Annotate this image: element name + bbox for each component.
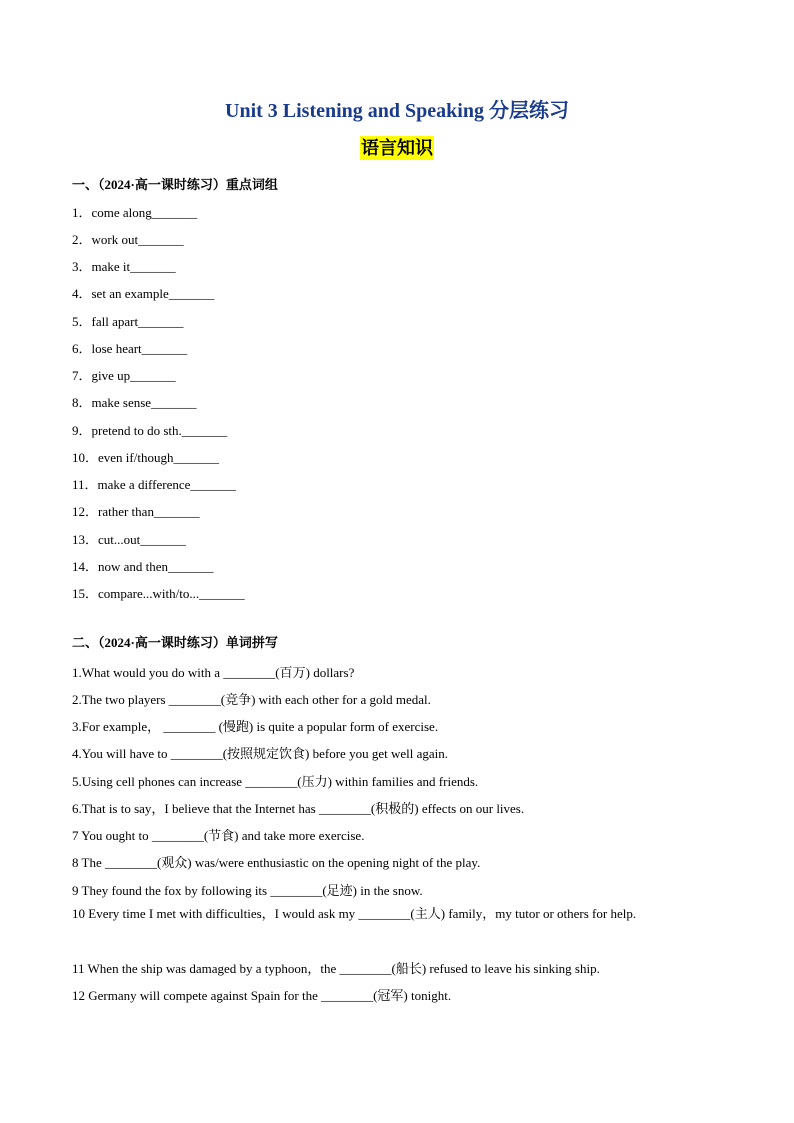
phrase-item: 9．pretend to do sth._______ xyxy=(72,423,228,438)
phrase-item: 4．set an example_______ xyxy=(72,286,215,301)
phrase-item: 6．lose heart_______ xyxy=(72,341,188,356)
spelling-item: 9 They found the fox by following its ________(足迹) in the snow. xyxy=(72,883,423,898)
page-title: Unit 3 Listening and Speaking 分层练习 xyxy=(225,100,569,122)
spelling-item: 2.The two players ________(竞争) with each other for a gold medal. xyxy=(72,692,431,707)
phrase-item: 14．now and then_______ xyxy=(72,559,214,574)
phrase-item: 8．make sense_______ xyxy=(72,395,197,410)
page-subtitle: 语言知识 xyxy=(361,138,433,158)
spelling-item: 1.What would you do with a ________(百万) dollars? xyxy=(72,665,355,680)
phrase-item: 10．even if/though_______ xyxy=(72,450,219,465)
spelling-item: 8 The ________(观众) was/were enthusiastic on the opening night of the play. xyxy=(72,855,481,870)
spelling-item: 11 When the ship was damaged by a typhoon，the ________(船长) refused to leave his sinking ship. xyxy=(72,961,600,976)
spelling-item: 6.That is to say，I believe that the Internet has ________(积极的) effects on our lives. xyxy=(72,801,525,816)
phrase-item: 1．come along_______ xyxy=(72,205,198,220)
phrase-item: 7．give up_______ xyxy=(72,368,176,383)
spelling-item: 7 You ought to ________(节食) and take more exercise. xyxy=(72,828,365,843)
spelling-item: 12 Germany will compete against Spain for the ________(冠军) tonight. xyxy=(72,988,452,1003)
spelling-item: 5.Using cell phones can increase ________(压力) within families and friends. xyxy=(72,774,479,789)
spelling-item: 4.You will have to ________(按照规定饮食) before you get well again. xyxy=(72,746,448,761)
phrase-item: 3．make it_______ xyxy=(72,259,176,274)
phrase-item: 5．fall apart_______ xyxy=(72,314,184,329)
phrase-item: 13．cut...out_______ xyxy=(72,532,186,547)
phrase-item: 2．work out_______ xyxy=(72,232,184,247)
subtitle-container xyxy=(0,136,794,160)
phrase-item: 12．rather than_______ xyxy=(72,504,200,519)
section-2-heading: 二、（2024·高一课时练习）单词拼写 xyxy=(72,635,278,650)
spelling-item: 10 Every time I met with difficulties，I would ask my ________(主人) family，my tutor or others for help. xyxy=(72,906,637,921)
section-1-heading: 一、（2024·高一课时练习）重点词组 xyxy=(72,177,278,192)
phrase-item: 11．make a difference_______ xyxy=(72,477,236,492)
phrase-item: 15．compare...with/to..._______ xyxy=(72,586,245,601)
spelling-item: 3.For example， ________ (慢跑) is quite a popular form of exercise. xyxy=(72,719,439,734)
